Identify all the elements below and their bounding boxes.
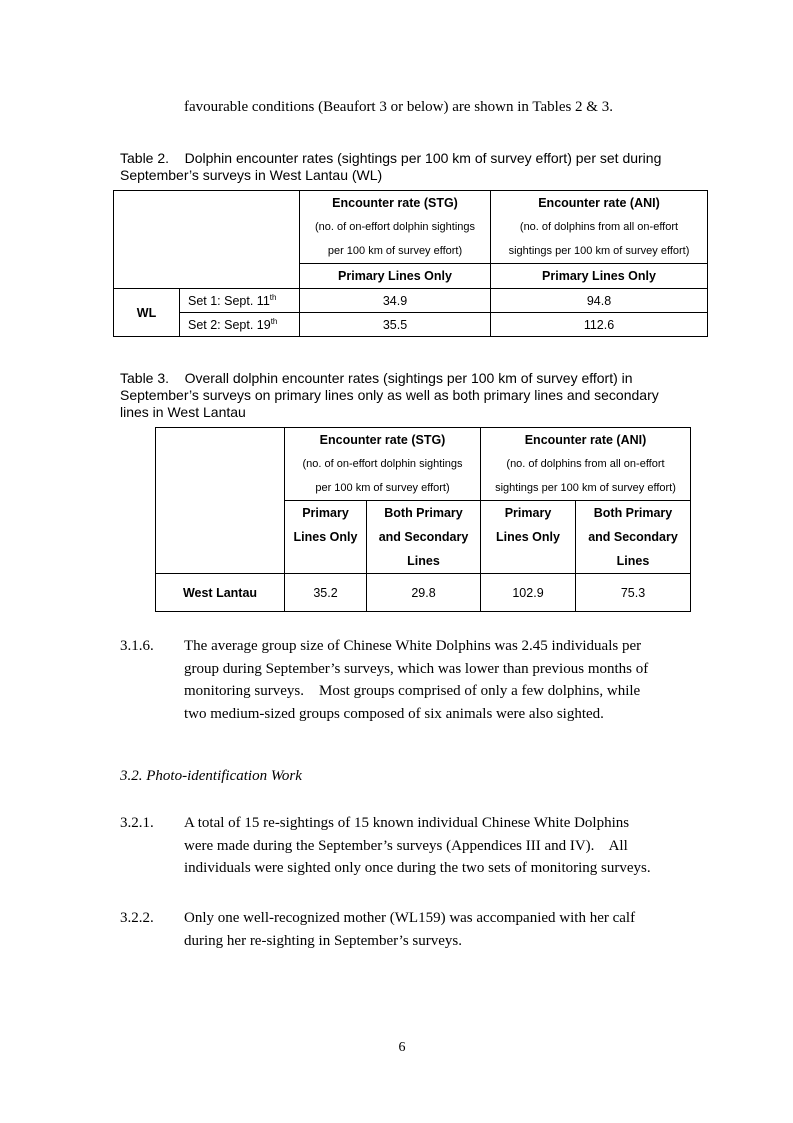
table2-ani-header	[491, 191, 708, 264]
p321-line2: were made during the September’s surveys (Appendices III and IV). All	[184, 837, 628, 854]
table2-set1-stg: 34.9	[300, 289, 491, 313]
table2-set2-sup: th	[270, 316, 278, 326]
table2-area-label: WL	[114, 289, 180, 337]
p316-line3: monitoring surveys. Most groups comprised of only a few dolphins, while	[184, 683, 641, 699]
table3-ani-both: 75.3	[576, 574, 691, 612]
table2-stg-desc2: per 100 km of survey effort)	[327, 245, 463, 257]
table2-ani-title: Encounter rate (ANI)	[538, 196, 660, 210]
table3-stg-both-l2: and Secondary	[378, 530, 469, 544]
paragraph-3-1-6-number: 3.1.6.	[120, 638, 154, 654]
paragraph-3-2-2-number: 3.2.2.	[120, 910, 154, 926]
page-number: 6	[398, 1040, 406, 1055]
table3-stg-primary: 35.2	[285, 574, 367, 612]
table3-stg-title: Encounter rate (STG)	[319, 433, 446, 447]
intro-line: favourable conditions (Beaufort 3 or below) are shown in Tables 2 & 3.	[184, 99, 613, 115]
table2-set1-ani: 94.8	[491, 289, 708, 313]
table2-stg-header	[300, 191, 491, 264]
table2-stg-primary-only: Primary Lines Only	[300, 264, 491, 289]
table2-set1-label	[180, 289, 300, 313]
p321-line3: individuals were sighted only once during the two sets of monitoring surveys.	[184, 860, 651, 876]
table2-stg-title: Encounter rate (STG)	[332, 196, 458, 210]
paragraph-3-2-2-text	[184, 907, 704, 952]
paragraph-3-2-1-text	[184, 812, 704, 880]
table3-stg-header	[285, 428, 481, 501]
table3-ani-primary: 102.9	[481, 574, 576, 612]
table3-caption-line1: Table 3. Overall dolphin encounter rates (sightings per 100 km of survey effort) in	[120, 370, 633, 386]
table3	[155, 427, 691, 612]
table2-set2-stg: 35.5	[300, 313, 491, 337]
table3-ani-primary-l2: Lines Only	[496, 530, 560, 544]
table3-stg-desc1: (no. of on-effort dolphin sightings	[302, 458, 463, 470]
p316-line4: two medium-sized groups composed of six animals were also sighted.	[184, 705, 604, 722]
table2	[113, 190, 708, 337]
table3-caption	[120, 370, 659, 421]
table2-caption	[120, 150, 661, 184]
table2-blank-header	[114, 191, 300, 289]
table2-ani-desc2: sightings per 100 km of survey effort)	[508, 245, 690, 257]
table3-ani-both-l1: Both Primary	[593, 506, 673, 520]
table3-stg-both: 29.8	[367, 574, 481, 612]
table3-stg-both-col	[367, 501, 481, 574]
table2-ani-primary-only: Primary Lines Only	[491, 264, 708, 289]
table3-ani-desc2: sightings per 100 km of survey effort)	[495, 482, 676, 494]
p316-line1: The average group size of Chinese White Dolphins was 2.45 individuals per	[184, 638, 642, 654]
table2-set2-ani: 112.6	[491, 313, 708, 337]
table2-caption-line1: Table 2. Dolphin encounter rates (sightings per 100 km of survey effort) per set during	[120, 150, 662, 166]
table3-row-label: West Lantau	[156, 574, 285, 612]
table3-ani-both-l3: Lines	[616, 554, 650, 568]
section-heading: 3.2. Photo-identification Work	[120, 768, 302, 784]
table3-caption-line3: lines in West Lantau	[120, 404, 246, 420]
paragraph-3-1-6-text	[184, 635, 704, 725]
p316-line2: group during September’s surveys, which was lower than previous months of	[184, 660, 649, 677]
table3-stg-both-l1: Both Primary	[384, 506, 463, 520]
table3-stg-primary-col	[285, 501, 367, 574]
table3-ani-desc1: (no. of dolphins from all on-effort	[506, 458, 665, 470]
table2-ani-desc1: (no. of dolphins from all on-effort	[519, 221, 679, 233]
p322-line1: Only one well-recognized mother (WL159) was accompanied with her calf	[184, 910, 636, 926]
table2-set1-sup: th	[269, 292, 277, 302]
table3-stg-desc2: per 100 km of survey effort)	[315, 482, 450, 494]
table3-blank-header	[156, 428, 285, 574]
table3-ani-both-col	[576, 501, 691, 574]
table3-stg-primary-l2: Lines Only	[293, 530, 358, 544]
table2-set2-text: Set 2: Sept. 19	[188, 317, 271, 332]
table3-ani-header	[481, 428, 691, 501]
table3-stg-both-l3: Lines	[407, 554, 440, 568]
p321-line1: A total of 15 re-sightings of 15 known individual Chinese White Dolphins	[184, 815, 630, 831]
table3-ani-title: Encounter rate (ANI)	[524, 433, 647, 447]
table3-ani-both-l2: and Secondary	[588, 530, 678, 544]
table3-stg-primary-l1: Primary	[302, 506, 349, 520]
table3-ani-primary-col	[481, 501, 576, 574]
table2-set1-text: Set 1: Sept. 11	[188, 293, 270, 308]
p322-line2: during her re-sighting in September’s surveys.	[184, 932, 463, 949]
table2-caption-line2: September’s surveys in West Lantau (WL)	[120, 167, 383, 183]
table3-ani-primary-l1: Primary	[504, 506, 552, 520]
table3-caption-line2: September’s surveys on primary lines only as well as both primary lines and secondary	[120, 387, 659, 403]
paragraph-3-2-1-number: 3.2.1.	[120, 815, 154, 831]
table2-stg-desc1: (no. of on-effort dolphin sightings	[314, 221, 475, 233]
table2-set2-label	[180, 313, 300, 337]
